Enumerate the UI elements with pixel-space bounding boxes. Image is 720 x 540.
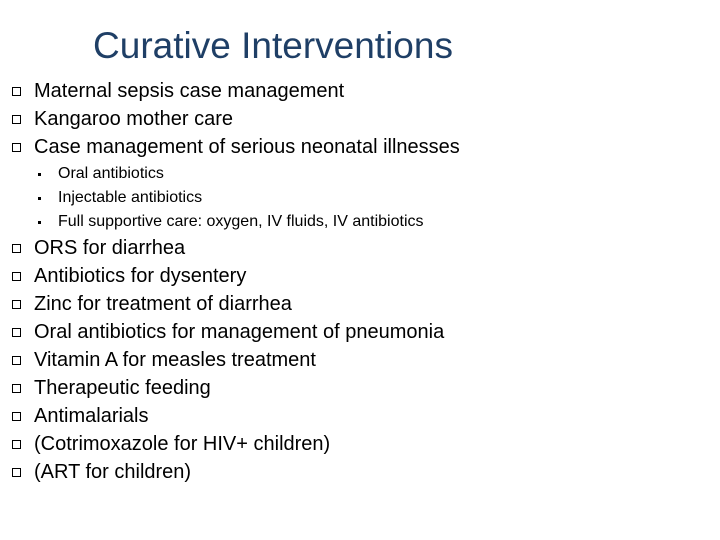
checkbox-bullet-icon — [12, 300, 21, 309]
sub-list-item — [0, 211, 720, 235]
checkbox-bullet-icon — [12, 143, 21, 152]
slide-title: Curative Interventions — [93, 25, 453, 66]
list-item — [0, 347, 720, 375]
list-item — [0, 375, 720, 403]
sub-list-item-text: Injectable antibiotics — [58, 189, 203, 206]
checkbox-bullet-icon — [12, 384, 21, 393]
sub-list-item — [0, 163, 720, 187]
list-item-text: Case management of serious neonatal illnesses — [34, 136, 460, 158]
list-item — [0, 235, 720, 263]
checkbox-bullet-icon — [12, 440, 21, 449]
sub-list-item-text: Full supportive care: oxygen, IV fluids, IV antibiotics — [58, 213, 424, 230]
checkbox-bullet-icon — [12, 244, 21, 253]
checkbox-bullet-icon — [12, 468, 21, 477]
checkbox-bullet-icon — [12, 272, 21, 281]
list-item-text: ORS for diarrhea — [34, 237, 186, 259]
sub-list-item-text: Oral antibiotics — [58, 165, 164, 182]
checkbox-bullet-icon — [12, 412, 21, 421]
list-item-text: (Cotrimoxazole for HIV+ children) — [34, 433, 331, 455]
list-item — [0, 263, 720, 291]
checkbox-bullet-icon — [12, 115, 21, 124]
list-item-text: Zinc for treatment of diarrhea — [34, 293, 292, 315]
dot-bullet-icon — [38, 221, 41, 224]
checkbox-bullet-icon — [12, 87, 21, 96]
list-item-text: Therapeutic feeding — [34, 377, 211, 399]
list-item — [0, 291, 720, 319]
list-item — [0, 319, 720, 347]
list-item-text: Antimalarials — [34, 405, 149, 427]
list-item — [0, 106, 720, 134]
list-item-text: Vitamin A for measles treatment — [34, 349, 316, 371]
list-item — [0, 134, 720, 162]
list-item-text: Kangaroo mother care — [34, 108, 234, 130]
list-item-text: Antibiotics for dysentery — [34, 265, 247, 287]
checkbox-bullet-icon — [12, 356, 21, 365]
checkbox-bullet-icon — [12, 328, 21, 337]
dot-bullet-icon — [38, 197, 41, 200]
sub-list-item — [0, 187, 720, 211]
list-item — [0, 431, 720, 459]
list-item — [0, 403, 720, 431]
list-item-text: Maternal sepsis case management — [34, 80, 345, 102]
dot-bullet-icon — [38, 173, 41, 176]
list-item-text: (ART for children) — [34, 461, 192, 483]
list-item-text: Oral antibiotics for management of pneumonia — [34, 321, 445, 343]
list-item — [0, 78, 720, 106]
list-item — [0, 459, 720, 487]
